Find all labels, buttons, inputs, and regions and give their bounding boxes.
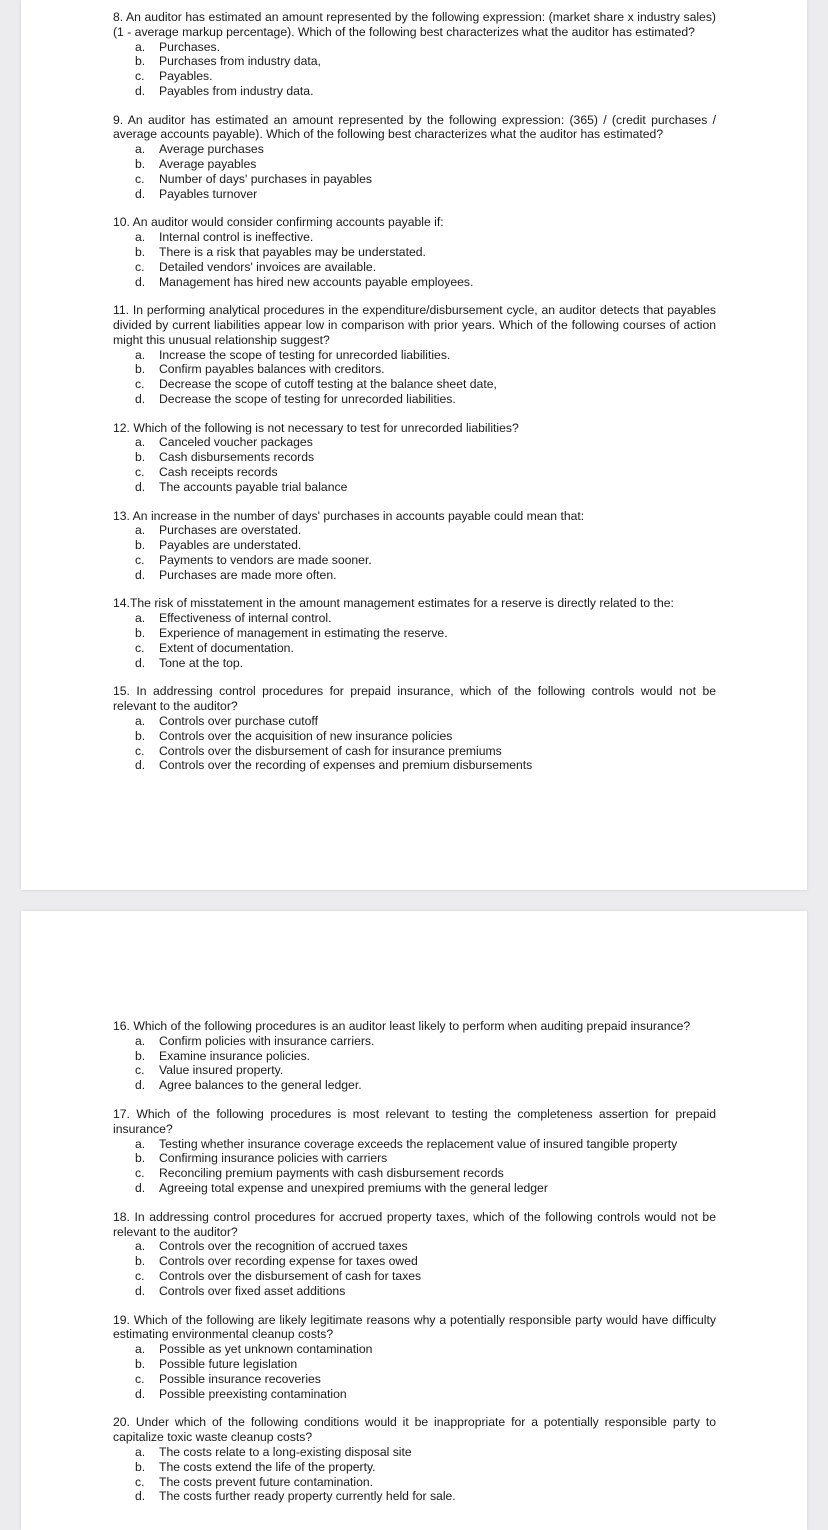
option-letter: c. <box>135 552 145 567</box>
question-stem: 12. Which of the following is not necessary to test for unrecorded liabilities? <box>113 420 519 435</box>
option-text: The costs extend the life of the property. <box>159 1459 376 1474</box>
option-text: Tone at the top. <box>159 655 244 670</box>
question-stem: 17. Which of the following procedures is most relevant to testing the completeness assertion for prepaid insurance? <box>113 1106 716 1136</box>
option-text: Possible future legislation <box>159 1356 298 1371</box>
option-text: Decrease the scope of testing for unrecorded liabilities. <box>159 392 456 406</box>
answer-options <box>113 230 716 289</box>
option-text: Extent of documentation. <box>159 640 294 655</box>
option-b <box>113 1357 716 1372</box>
question-stem: 16. Which of the following procedures is an auditor least likely to perform when auditing prepaid insurance? <box>113 1019 691 1033</box>
question-17 <box>113 1107 716 1196</box>
option-letter: d. <box>135 1489 146 1504</box>
option-c <box>113 1063 716 1078</box>
option-letter: d. <box>135 655 146 670</box>
question-stem: 10. An auditor would consider confirming accounts payable if: <box>113 215 444 230</box>
option-text: Increase the scope of testing for unrecorded liabilities. <box>159 347 451 362</box>
option-text: Controls over the recording of expenses and premium disbursements <box>159 758 533 773</box>
option-d <box>113 275 716 290</box>
question-13 <box>113 509 716 583</box>
question-stem: 19. Which of the following are likely legitimate reasons why a potentially responsible party would have difficulty estimating environmental cleanup costs? <box>113 1312 716 1342</box>
option-letter: d. <box>135 1386 146 1401</box>
option-b <box>113 1254 716 1269</box>
option-letter: b. <box>135 1048 146 1063</box>
option-letter: d. <box>135 83 146 98</box>
option-text: Cash disbursements records <box>159 450 315 465</box>
option-letter: d. <box>135 567 146 582</box>
option-letter: b. <box>135 1356 146 1371</box>
option-b <box>113 245 716 260</box>
option-text: Payables from industry data. <box>159 83 314 98</box>
answer-options <box>113 142 716 201</box>
option-letter: d. <box>135 1283 146 1298</box>
option-c <box>113 1166 716 1181</box>
option-letter: a. <box>135 713 146 728</box>
option-d <box>113 758 716 773</box>
option-letter: d. <box>135 1078 146 1093</box>
option-text: Purchases from industry data, <box>159 54 321 69</box>
option-letter: b. <box>135 362 146 377</box>
option-letter: c. <box>135 1371 145 1386</box>
option-text: Effectiveness of internal control. <box>159 611 332 626</box>
option-letter: b. <box>135 1459 146 1474</box>
option-text: Reconciling premium payments with cash disbursement records <box>159 1166 504 1181</box>
option-d <box>113 1181 716 1196</box>
answer-options <box>113 523 716 582</box>
option-a <box>113 1239 716 1254</box>
option-c <box>113 1475 716 1490</box>
option-c <box>113 260 716 275</box>
question-stem: 15. In addressing control procedures for prepaid insurance, which of the following controls would not be relevant to the auditor? <box>113 684 716 714</box>
option-letter: a. <box>135 230 146 245</box>
option-letter: c. <box>135 69 145 84</box>
option-c <box>113 172 716 187</box>
option-text: Controls over the disbursement of cash for taxes <box>159 1268 422 1283</box>
option-text: Controls over fixed asset additions <box>159 1283 346 1298</box>
option-letter: a. <box>135 611 146 626</box>
option-text: Detailed vendors' invoices are available. <box>159 259 377 274</box>
option-c <box>113 377 716 392</box>
option-text: Agreeing total expense and unexpired premiums with the general ledger <box>159 1180 548 1195</box>
option-letter: b. <box>135 728 146 743</box>
option-b <box>113 157 716 172</box>
option-text: Number of days' purchases in payables <box>159 171 373 186</box>
option-text: Controls over recording expense for taxes owed <box>159 1254 418 1269</box>
option-letter: b. <box>135 244 146 259</box>
question-stem: 18. In addressing control procedures for accrued property taxes, which of the following controls would not be relevant to the auditor? <box>113 1209 716 1239</box>
option-text: Possible insurance recoveries <box>159 1371 321 1386</box>
answer-options <box>113 1445 716 1504</box>
option-b <box>113 626 716 641</box>
option-b <box>113 1460 716 1475</box>
option-text: Average payables <box>159 157 257 172</box>
option-text: Controls over the recognition of accrued taxes <box>159 1239 408 1254</box>
option-text: Controls over purchase cutoff <box>159 713 318 728</box>
answer-options <box>113 1137 716 1196</box>
option-text: Purchases. <box>159 39 220 54</box>
option-b <box>113 362 716 377</box>
option-text: Testing whether insurance coverage exceeds the replacement value of insured tangible property <box>159 1136 678 1151</box>
option-letter: c. <box>135 377 145 392</box>
option-text: Payables. <box>159 69 213 84</box>
option-text: Confirm payables balances with creditors. <box>159 362 385 377</box>
option-letter: b. <box>135 157 146 172</box>
option-letter: d. <box>135 1180 146 1195</box>
option-a <box>113 348 716 363</box>
option-c <box>113 69 716 84</box>
option-c <box>113 641 716 656</box>
option-letter: c. <box>135 1474 145 1489</box>
document-page-2 <box>21 911 807 1530</box>
option-text: Cash receipts records <box>159 465 278 480</box>
option-text: Average purchases <box>159 142 264 157</box>
option-a <box>113 1342 716 1357</box>
question-8 <box>113 10 716 99</box>
option-text: Payables turnover <box>159 186 258 201</box>
option-a <box>113 1445 716 1460</box>
option-letter: b. <box>135 1151 146 1166</box>
document-page-1 <box>21 0 807 890</box>
option-a <box>113 714 716 729</box>
question-10 <box>113 215 716 289</box>
page-2-content <box>113 1019 716 1504</box>
option-d <box>113 84 716 99</box>
option-a <box>113 40 716 55</box>
option-letter: b. <box>135 538 146 553</box>
question-stem: 13. An increase in the number of days' purchases in accounts payable could mean that: <box>113 508 585 523</box>
option-text: Possible preexisting contamination <box>159 1386 347 1401</box>
option-a <box>113 1137 716 1152</box>
option-d <box>113 1387 716 1402</box>
option-b <box>113 538 716 553</box>
question-9 <box>113 113 716 202</box>
option-text: The accounts payable trial balance <box>159 479 348 494</box>
option-letter: c. <box>135 743 145 758</box>
question-14 <box>113 596 716 670</box>
answer-options <box>113 40 716 99</box>
answer-options <box>113 1342 716 1401</box>
question-stem: 11. In performing analytical procedures in the expenditure/disbursement cycle, an auditor detects that payables divided by current liabilities appear low in comparison with prior years. Which of the following courses of action might this unusual relationship suggest? <box>113 303 716 347</box>
option-letter: d. <box>135 274 146 289</box>
option-text: Examine insurance policies. <box>159 1048 311 1063</box>
option-text: Confirming insurance policies with carriers <box>159 1151 388 1166</box>
option-d <box>113 480 716 495</box>
option-letter: a. <box>135 39 146 54</box>
option-text: Canceled voucher packages <box>159 435 313 450</box>
page-1-content <box>113 10 716 773</box>
option-text: Management has hired new accounts payable employees. <box>159 274 474 289</box>
option-b <box>113 729 716 744</box>
option-letter: a. <box>135 1136 146 1151</box>
option-text: Payments to vendors are made sooner. <box>159 552 372 567</box>
option-letter: a. <box>135 1033 146 1048</box>
option-c <box>113 1372 716 1387</box>
answer-options <box>113 348 716 407</box>
option-letter: b. <box>135 54 146 69</box>
option-a <box>113 611 716 626</box>
question-15 <box>113 684 716 773</box>
option-d <box>113 568 716 583</box>
option-a <box>113 1034 716 1049</box>
option-text: Decrease the scope of cutoff testing at the balance sheet date, <box>159 377 497 392</box>
option-letter: c. <box>135 465 145 480</box>
option-text: Experience of management in estimating the reserve. <box>159 626 448 641</box>
option-text: There is a risk that payables may be understated. <box>159 244 426 259</box>
option-letter: c. <box>135 1063 145 1078</box>
question-12 <box>113 421 716 495</box>
option-text: Purchases are made more often. <box>159 567 337 582</box>
option-letter: b. <box>135 1254 146 1269</box>
option-text: Internal control is ineffective. <box>159 230 314 245</box>
option-c <box>113 465 716 480</box>
question-stem: 8. An auditor has estimated an amount represented by the following expression: (market share x industry sales) (1 - average markup percentage). Which of the following best characterizes what the auditor has estimated? <box>113 10 716 39</box>
option-letter: d. <box>135 758 146 773</box>
option-b <box>113 450 716 465</box>
question-stem: 9. An auditor has estimated an amount represented by the following expression: (365) / (credit purchases / average accounts payable). Which of the following best characterizes what the auditor has estimated? <box>113 112 716 142</box>
option-text: Agree balances to the general ledger. <box>159 1078 362 1093</box>
option-letter: c. <box>135 1166 145 1181</box>
option-c <box>113 1269 716 1284</box>
answer-options <box>113 1034 716 1093</box>
option-letter: c. <box>135 171 145 186</box>
option-c <box>113 553 716 568</box>
option-c <box>113 744 716 759</box>
option-text: The costs further ready property currently held for sale. <box>159 1489 456 1504</box>
option-text: The costs prevent future contamination. <box>159 1474 374 1489</box>
option-d <box>113 187 716 202</box>
answer-options <box>113 1239 716 1298</box>
answer-options <box>113 611 716 670</box>
option-text: Controls over the acquisition of new insurance policies <box>159 728 453 743</box>
option-text: Confirm policies with insurance carriers. <box>159 1033 375 1048</box>
option-letter: c. <box>135 1268 145 1283</box>
option-text: Payables are understated. <box>159 538 302 553</box>
question-18 <box>113 1210 716 1299</box>
option-letter: a. <box>135 347 146 362</box>
question-11 <box>113 303 716 407</box>
option-letter: a. <box>135 1342 146 1357</box>
option-letter: d. <box>135 186 146 201</box>
option-b <box>113 54 716 69</box>
option-text: Controls over the disbursement of cash for insurance premiums <box>159 743 502 758</box>
option-letter: b. <box>135 450 146 465</box>
option-letter: c. <box>135 259 145 274</box>
question-19 <box>113 1313 716 1402</box>
option-a <box>113 435 716 450</box>
option-text: Purchases are overstated. <box>159 523 302 538</box>
option-letter: a. <box>135 435 146 450</box>
option-text: Possible as yet unknown contamination <box>159 1342 373 1357</box>
option-a <box>113 523 716 538</box>
answer-options <box>113 714 716 773</box>
question-stem: 20. Under which of the following conditions would it be inappropriate for a potentially responsible party to capitalize toxic waste cleanup costs? <box>113 1415 716 1445</box>
option-d <box>113 1284 716 1299</box>
option-letter: a. <box>135 1239 146 1254</box>
option-b <box>113 1151 716 1166</box>
option-a <box>113 142 716 157</box>
option-letter: c. <box>135 640 145 655</box>
option-text: The costs relate to a long-existing disposal site <box>159 1444 412 1459</box>
option-letter: a. <box>135 1444 146 1459</box>
option-a <box>113 230 716 245</box>
option-letter: d. <box>135 392 146 406</box>
option-d <box>113 392 716 407</box>
question-20 <box>113 1415 716 1504</box>
option-letter: b. <box>135 626 146 641</box>
option-d <box>113 1489 716 1504</box>
option-letter: d. <box>135 479 146 494</box>
question-stem: 14.The risk of misstatement in the amount management estimates for a reserve is directly related to the: <box>113 596 674 611</box>
option-d <box>113 1078 716 1093</box>
option-d <box>113 656 716 671</box>
option-letter: a. <box>135 523 146 538</box>
answer-options <box>113 435 716 494</box>
option-text: Value insured property. <box>159 1063 284 1078</box>
option-letter: a. <box>135 142 146 157</box>
option-b <box>113 1049 716 1064</box>
question-16 <box>113 1019 716 1093</box>
